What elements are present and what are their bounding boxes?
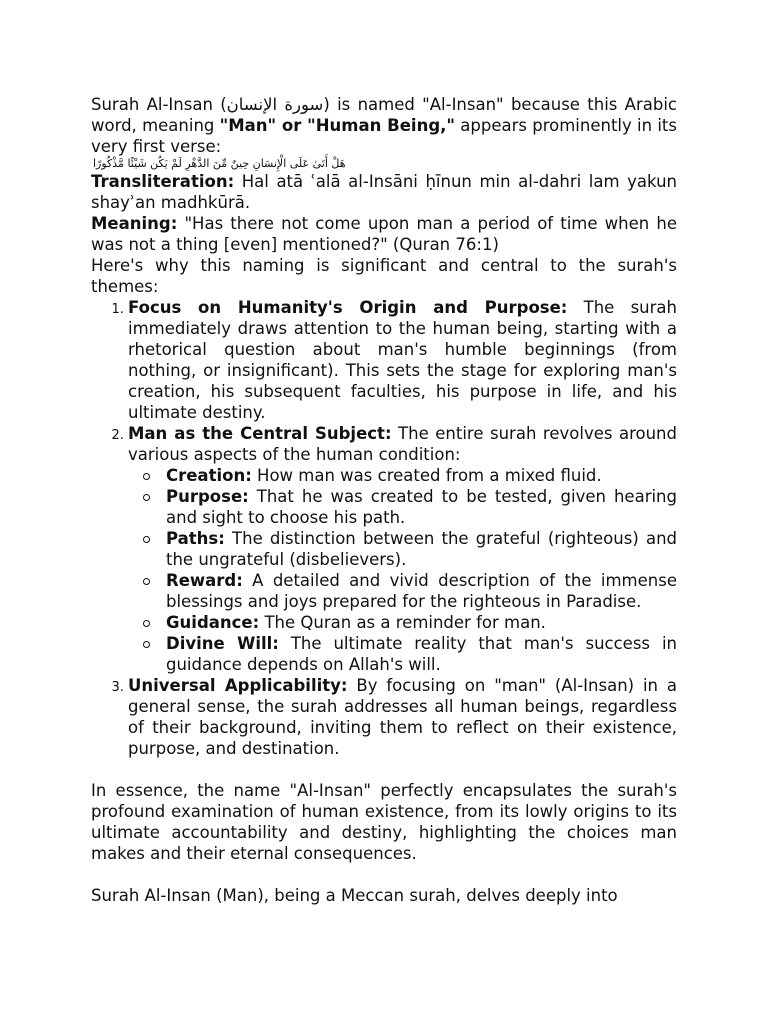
list-item	[166, 570, 677, 612]
why-intro: Here's why this naming is significant and central to the surah's themes:	[91, 256, 677, 296]
intro-text-end: appears prominently in its very first verse:	[91, 116, 677, 156]
list-item	[166, 486, 677, 528]
arabic-surah-name: سورة الإنسان	[226, 95, 324, 114]
list-item	[166, 465, 677, 486]
aspects-list	[128, 465, 677, 675]
list-item	[166, 633, 677, 675]
arabic-verse: هَلْ أَتَىٰ عَلَى الْإِنسَانِ حِينٌ مِّنَ الدَّهْرِ لَمْ يَكُن شَيْئًا مَّذْكُورًا	[93, 157, 346, 170]
aspect-text: That he was created to be tested, given hearing and sight to choose his path.	[166, 487, 677, 527]
aspect-text: How man was created from a mixed fluid.	[251, 466, 602, 485]
point-title: Focus on Humanity's Origin and Purpose:	[128, 298, 568, 317]
paragraph-spacer	[91, 864, 677, 885]
aspect-label: Reward:	[166, 571, 243, 590]
paragraph-spacer	[91, 759, 677, 780]
meaning-text: "Has there not come upon man a period of time when he was not a thing [even] mentioned?" (Quran 76:1)	[91, 214, 677, 254]
transliteration-text: Hal atā ʿalā al-Insāni ḥīnun min al-dahri lam yakun shayʾan madhkūrā.	[91, 172, 677, 212]
aspect-text: The Quran as a reminder for man.	[259, 613, 546, 632]
intro-text-middle: ) is named "Al-Insan" because this Arabic word, meaning	[91, 95, 677, 135]
aspect-label: Paths:	[166, 529, 225, 548]
aspect-label: Guidance:	[166, 613, 260, 632]
list-item	[166, 528, 677, 570]
essence-paragraph: In essence, the name "Al-Insan" perfectly encapsulates the surah's profound examination of human existence, from its lowly origins to its ultimate accountability and destiny, highlighting the choices man makes and their eternal consequences.	[91, 781, 677, 863]
significance-list	[91, 297, 677, 759]
point-text: The entire surah revolves around various aspects of the human condition:	[128, 424, 677, 464]
aspect-label: Divine Will:	[166, 634, 279, 653]
document-page	[91, 94, 677, 906]
aspect-text: The ultimate reality that man's success in guidance depends on Allah's will.	[166, 634, 677, 674]
aspect-label: Purpose:	[166, 487, 249, 506]
point-title: Universal Applicability:	[128, 676, 348, 695]
meaning-label: Meaning:	[91, 214, 178, 233]
point-title: Man as the Central Subject:	[128, 424, 392, 443]
list-item	[128, 297, 677, 423]
closing-paragraph: Surah Al-Insan (Man), being a Meccan surah, delves deeply into	[91, 886, 618, 905]
list-item	[128, 675, 677, 759]
aspect-text: A detailed and vivid description of the immense blessings and joys prepared for the righteous in Paradise.	[166, 571, 677, 611]
intro-paragraph	[91, 94, 677, 157]
transliteration-paragraph	[91, 171, 677, 213]
list-item	[166, 612, 677, 633]
intro-text-start: Surah Al-Insan (	[91, 95, 227, 114]
aspect-text: The distinction between the grateful (righteous) and the ungrateful (disbelievers).	[166, 529, 677, 569]
meaning-paragraph	[91, 213, 677, 255]
point-text: The surah immediately draws attention to the human being, starting with a rhetorical question about man's humble beginnings (from nothing, or insignificant). This sets the stage for exploring man's creation, his subsequent faculties, his purpose in life, and his ultimate destiny.	[128, 298, 677, 422]
point-text: By focusing on "man" (Al-Insan) in a general sense, the surah addresses all human beings, regardless of their background, inviting them to reflect on their existence, purpose, and destination.	[128, 676, 677, 758]
list-item	[128, 423, 677, 675]
intro-meaning-bold: "Man" or "Human Being,"	[219, 116, 455, 135]
transliteration-label: Transliteration:	[91, 172, 235, 191]
aspect-label: Creation:	[166, 466, 252, 485]
